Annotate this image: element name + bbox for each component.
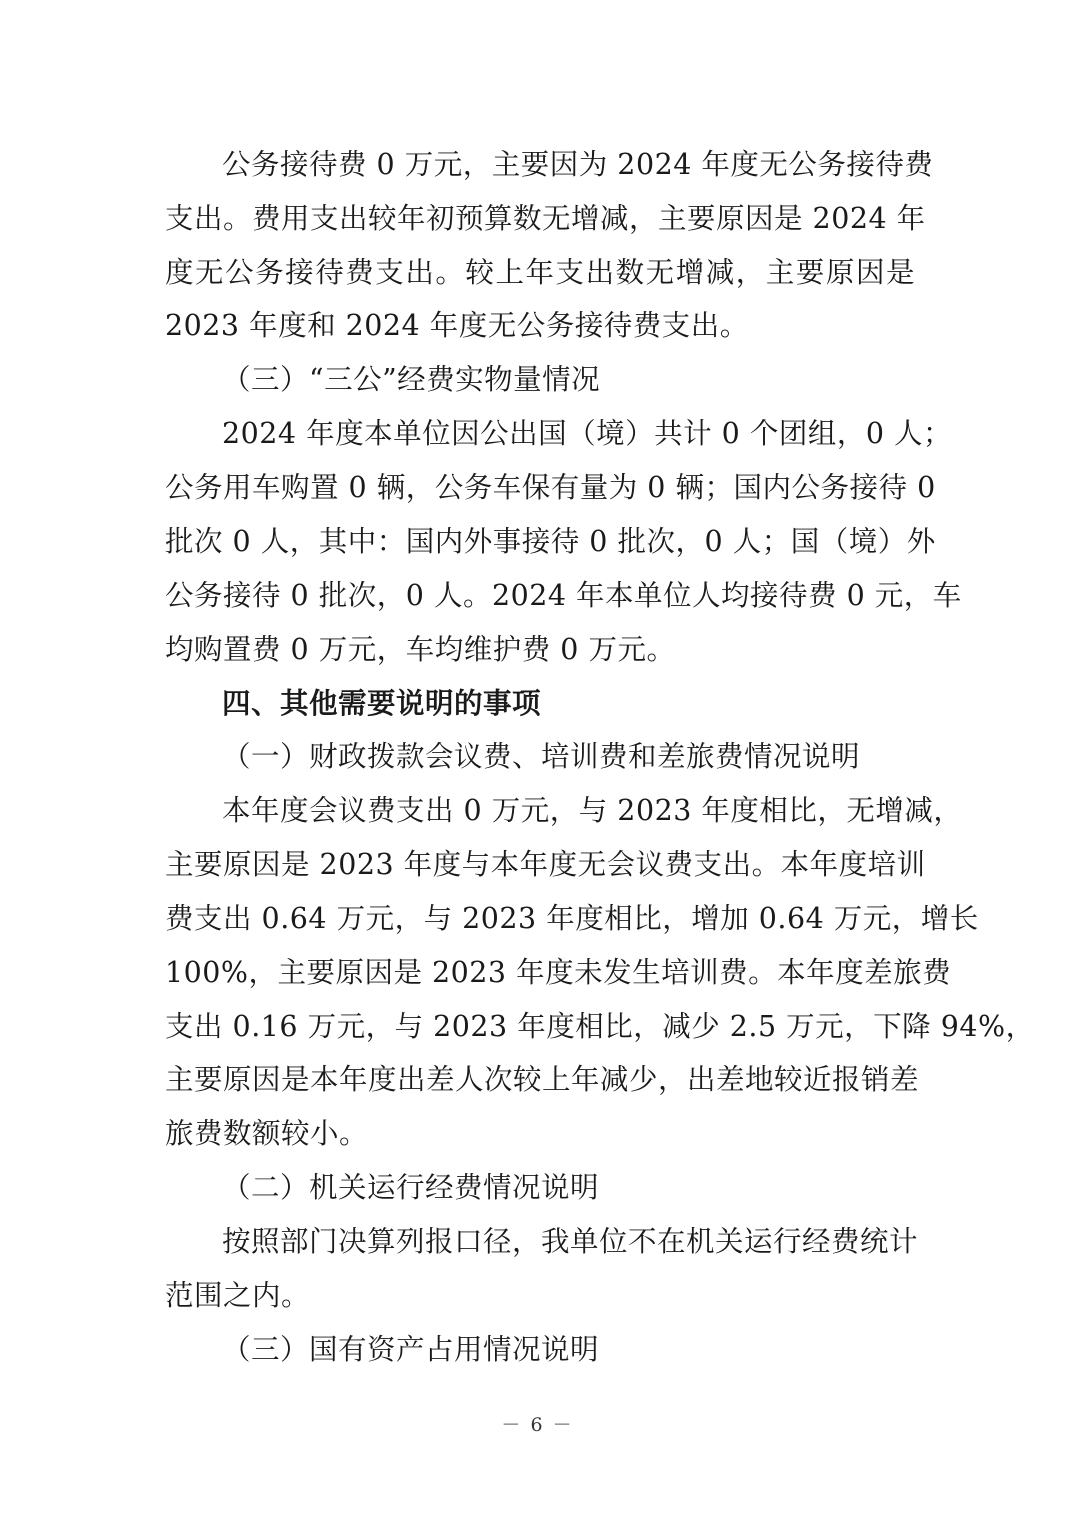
- paragraph-line: 本年度会议费支出 0 万元，与 2023 年度相比，无增减，: [222, 794, 963, 827]
- paragraph-line: 2023 年度和 2024 年度无公务接待费支出。: [165, 309, 749, 342]
- paragraph-line: 均购置费 0 万元，车均维护费 0 万元。: [165, 633, 676, 666]
- paragraph-line: 旅费数额较小。: [165, 1117, 369, 1150]
- paragraph-line: 2024 年度本单位因公出国（境）共计 0 个团组，0 人；: [222, 417, 953, 450]
- paragraph-line: 公务用车购置 0 辆，公务车保有量为 0 辆；国内公务接待 0: [165, 471, 936, 504]
- paragraph-line: 100%，主要原因是 2023 年度未发生培训费。本年度差旅费: [165, 956, 952, 989]
- paragraph-line: 公务接待费 0 万元，主要因为 2024 年度无公务接待费: [222, 148, 934, 181]
- paragraph-line: 公务接待 0 批次，0 人。2024 年本单位人均接待费 0 元，车: [165, 579, 962, 612]
- paragraph-line: 按照部门决算列报口径，我单位不在机关运行经费统计: [222, 1225, 919, 1258]
- chapter-heading: 四、其他需要说明的事项: [222, 686, 542, 720]
- paragraph-line: 度无公务接待费支出。较上年支出数无增减，主要原因是: [165, 256, 915, 289]
- paragraph-line: 批次 0 人，其中：国内外事接待 0 批次，0 人；国（境）外: [165, 525, 936, 558]
- paragraph-line: 主要原因是 2023 年度与本年度无会议费支出。本年度培训: [165, 848, 926, 881]
- section-heading: （三）“三公”经费实物量情况: [222, 363, 601, 396]
- paragraph-line: 范围之内。: [165, 1279, 311, 1312]
- paragraph-line: 支出 0.16 万元，与 2023 年度相比，减少 2.5 万元，下降 94%，: [165, 1010, 1035, 1043]
- paragraph-line: 支出。费用支出较年初预算数无增减，主要原因是 2024 年: [165, 202, 926, 235]
- section-heading: （一）财政拨款会议费、培训费和差旅费情况说明: [222, 740, 861, 773]
- page-number: － 6 －: [501, 1414, 574, 1436]
- paragraph-line: 主要原因是本年度出差人次较上年减少，出差地较近报销差: [165, 1063, 920, 1096]
- section-heading: （三）国有资产占用情况说明: [222, 1333, 600, 1366]
- section-heading: （二）机关运行经费情况说明: [222, 1171, 600, 1204]
- paragraph-line: 费支出 0.64 万元，与 2023 年度相比，增加 0.64 万元，增长: [165, 902, 979, 935]
